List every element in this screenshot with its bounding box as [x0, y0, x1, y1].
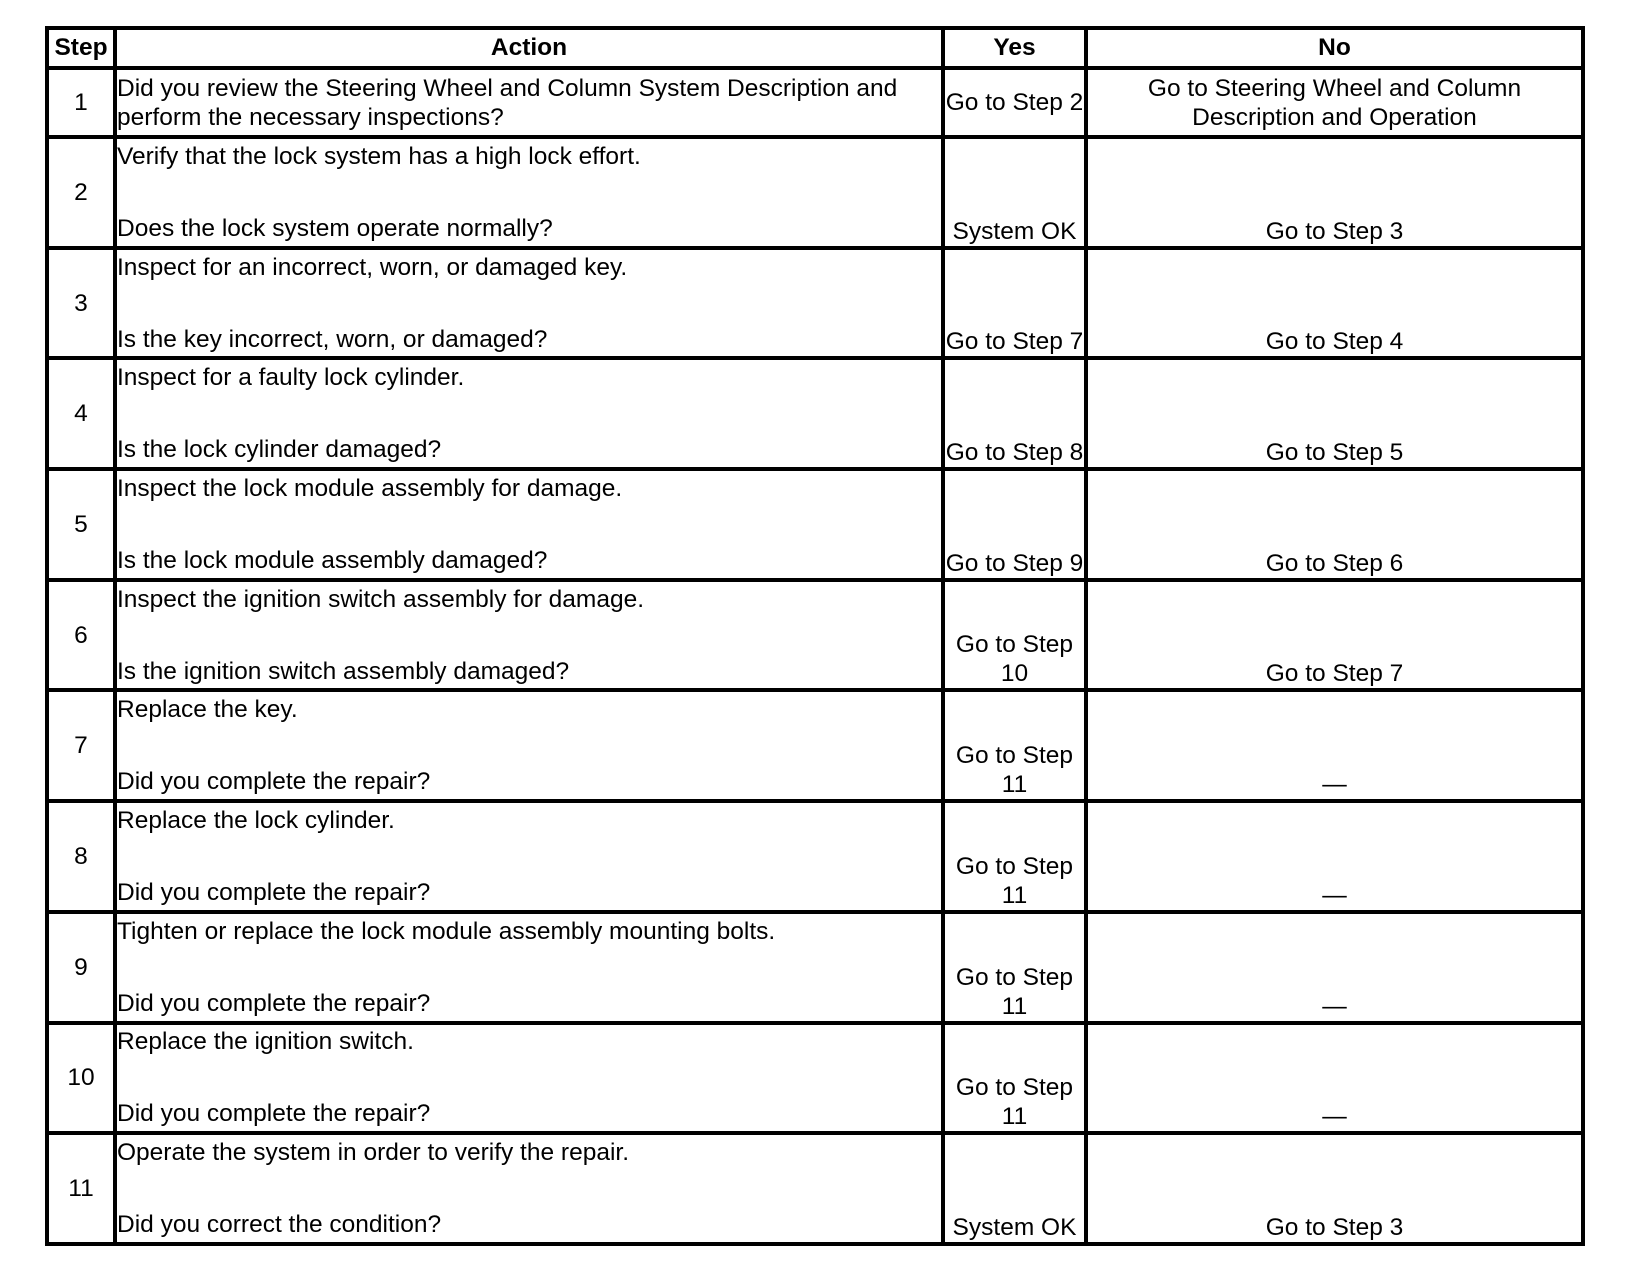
action-instruction: Tighten or replace the lock module assembly mounting bolts. — [117, 917, 776, 945]
action-question: Is the lock module assembly damaged? — [117, 546, 548, 574]
action-question: Did you complete the repair? — [117, 768, 431, 796]
table-row-step-1 — [47, 68, 1583, 137]
yes-cell: Go to Step 9 — [943, 469, 1086, 580]
diagnostic-table — [45, 26, 1585, 1246]
action-question: Did you complete the repair? — [117, 879, 431, 907]
action-question: Is the ignition switch assembly damaged? — [117, 657, 570, 685]
step-number: 1 — [47, 68, 115, 137]
table-row-step-5 — [47, 469, 1583, 580]
action-content — [117, 142, 941, 243]
step-number: 5 — [47, 469, 115, 580]
header-no: No — [1086, 28, 1583, 68]
no-cell: — — [1086, 1023, 1583, 1134]
action-question: Is the key incorrect, worn, or damaged? — [117, 325, 548, 353]
header-action: Action — [115, 28, 943, 68]
action-cell — [115, 469, 943, 580]
action-instruction: Replace the lock cylinder. — [117, 807, 395, 835]
table-row-step-10 — [47, 1023, 1583, 1134]
action-cell — [115, 580, 943, 691]
action-content — [117, 1027, 941, 1128]
step-number: 4 — [47, 358, 115, 469]
action-cell — [115, 912, 943, 1023]
no-cell: — — [1086, 912, 1583, 1023]
no-cell: — — [1086, 690, 1583, 801]
yes-cell: Go to Step 2 — [943, 68, 1086, 137]
action-cell — [115, 801, 943, 912]
action-instruction: Inspect for a faulty lock cylinder. — [117, 364, 465, 392]
action-content — [117, 917, 941, 1018]
step-number: 2 — [47, 137, 115, 248]
action-instruction: Inspect the ignition switch assembly for damage. — [117, 585, 645, 613]
action-instruction: Replace the ignition switch. — [117, 1028, 414, 1056]
action-content — [117, 363, 941, 464]
action-content — [117, 253, 941, 354]
action-content — [117, 474, 941, 575]
no-cell: Go to Step 5 — [1086, 358, 1583, 469]
table-row-step-11 — [47, 1133, 1583, 1244]
table-header — [47, 28, 1583, 68]
step-number: 3 — [47, 248, 115, 359]
step-number: 7 — [47, 690, 115, 801]
action-cell — [115, 248, 943, 359]
header-row — [47, 28, 1583, 68]
action-cell — [115, 358, 943, 469]
yes-cell: Go to Step 11 — [943, 1023, 1086, 1134]
no-cell: Go to Step 3 — [1086, 137, 1583, 248]
step-number: 11 — [47, 1133, 115, 1244]
action-content — [117, 1138, 941, 1239]
action-instruction: Inspect for an incorrect, worn, or damaged key. — [117, 253, 628, 281]
no-cell: Go to Step 4 — [1086, 248, 1583, 359]
yes-cell: System OK — [943, 1133, 1086, 1244]
no-cell: Go to Step 7 — [1086, 580, 1583, 691]
action-cell — [115, 690, 943, 801]
action-content — [117, 695, 941, 796]
action-text: Did you review the Steering Wheel and Column System Description and perform the necessary inspections? — [117, 74, 898, 131]
action-question: Did you complete the repair? — [117, 1100, 431, 1128]
action-content — [117, 806, 941, 907]
action-question: Did you complete the repair? — [117, 989, 431, 1017]
action-cell — [115, 1023, 943, 1134]
action-content — [117, 585, 941, 686]
yes-cell: Go to Step 7 — [943, 248, 1086, 359]
table-row-step-2 — [47, 137, 1583, 248]
action-instruction: Replace the key. — [117, 696, 298, 724]
table-row-step-4 — [47, 358, 1583, 469]
table-row-step-7 — [47, 690, 1583, 801]
header-step: Step — [47, 28, 115, 68]
yes-cell: Go to Step 8 — [943, 358, 1086, 469]
table-row-step-6 — [47, 580, 1583, 691]
yes-cell: Go to Step 11 — [943, 912, 1086, 1023]
action-cell — [115, 1133, 943, 1244]
yes-cell: Go to Step 11 — [943, 690, 1086, 801]
yes-cell: Go to Step 10 — [943, 580, 1086, 691]
action-question: Did you correct the condition? — [117, 1211, 442, 1239]
table-row-step-8 — [47, 801, 1583, 912]
table-body — [47, 68, 1583, 1244]
no-cell: Go to Step 3 — [1086, 1133, 1583, 1244]
step-number: 9 — [47, 912, 115, 1023]
yes-cell: Go to Step 11 — [943, 801, 1086, 912]
action-instruction: Verify that the lock system has a high lock effort. — [117, 142, 641, 170]
action-content — [117, 74, 941, 132]
table-row-step-9 — [47, 912, 1583, 1023]
action-question: Does the lock system operate normally? — [117, 214, 553, 242]
action-cell — [115, 68, 943, 137]
action-instruction: Inspect the lock module assembly for damage. — [117, 474, 623, 502]
step-number: 10 — [47, 1023, 115, 1134]
header-yes: Yes — [943, 28, 1086, 68]
no-cell: Go to Step 6 — [1086, 469, 1583, 580]
no-cell: Go to Steering Wheel and Column Description and Operation — [1086, 68, 1583, 137]
action-instruction: Operate the system in order to verify the repair. — [117, 1139, 630, 1167]
action-cell — [115, 137, 943, 248]
table-row-step-3 — [47, 248, 1583, 359]
step-number: 6 — [47, 580, 115, 691]
step-number: 8 — [47, 801, 115, 912]
action-question: Is the lock cylinder damaged? — [117, 436, 442, 464]
no-cell: — — [1086, 801, 1583, 912]
yes-cell: System OK — [943, 137, 1086, 248]
